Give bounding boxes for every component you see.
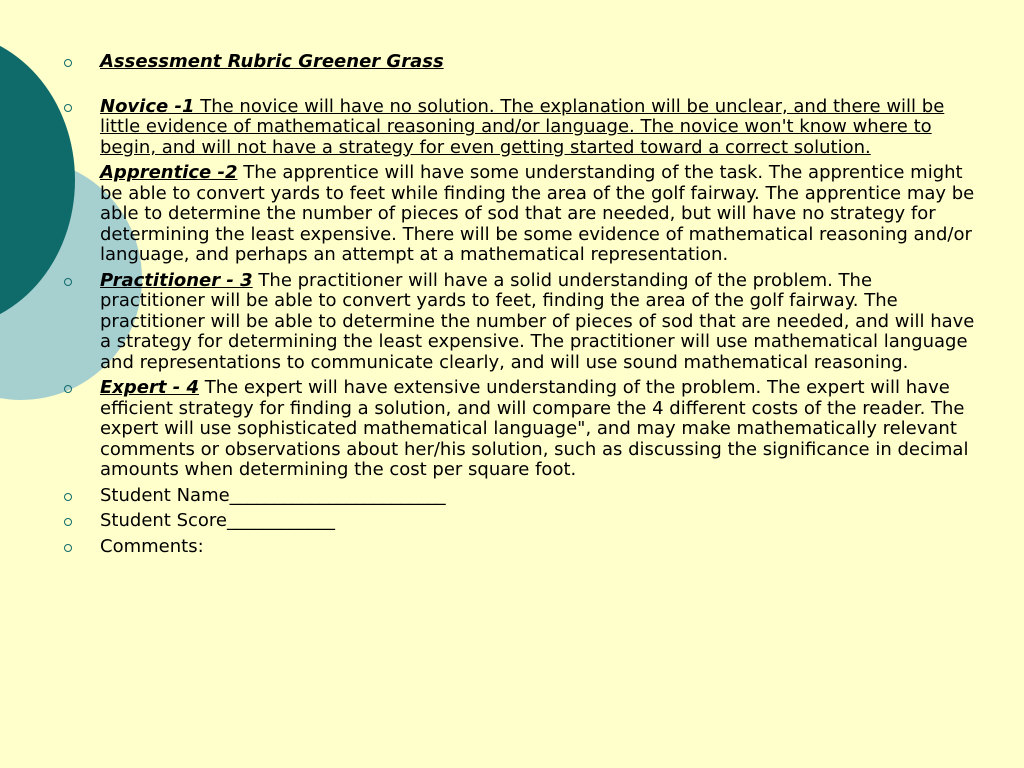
slide-content bbox=[60, 52, 980, 562]
ring-bullet-icon bbox=[64, 544, 72, 552]
ring-bullet-icon bbox=[64, 385, 72, 393]
bullet-comments bbox=[60, 537, 980, 558]
apprentice-description: The apprentice will have some understanding of the task. The apprentice might be able to convert yards to feet while finding the area of the golf fairway. The apprentice may be able to determine the number of pieces of sod that are needed, but will have no strategy for determining the least expensive. There will be some evidence of mathematical reasoning and/or language, and perhaps an attempt at a mathematical representation. bbox=[100, 162, 975, 265]
bullet-apprentice bbox=[60, 163, 980, 266]
bullet-student-score bbox=[60, 511, 980, 532]
bullet-title bbox=[60, 52, 980, 73]
bullet-student-name bbox=[60, 486, 980, 507]
novice-paragraph bbox=[100, 96, 944, 158]
expert-label: Expert - 4 bbox=[100, 377, 200, 398]
comments-field: Comments: bbox=[100, 535, 204, 557]
ring-bullet-icon bbox=[64, 278, 72, 286]
practitioner-description: The practitioner will have a solid understanding of the problem. The practitioner will be able to convert yards to feet, finding the area of the golf fairway. The practitioner will be able to determine the number of pieces of sod that are needed, and will have a strategy for determining the least expensive. The practitioner will use mathematical language and representations to communicate clearly, and will use sound mathematical reasoning. bbox=[100, 269, 975, 373]
ring-bullet-icon bbox=[64, 59, 72, 67]
bullet-expert bbox=[60, 378, 980, 481]
ring-bullet-icon bbox=[64, 170, 72, 178]
bullet-list bbox=[60, 52, 980, 557]
rubric-title: Assessment Rubric Greener Grass bbox=[100, 51, 444, 72]
ring-bullet-icon bbox=[64, 104, 72, 112]
novice-description: The novice will have no solution. The explanation will be unclear, and there will be little evidence of mathematical reasoning and/or language. The novice won't know where to begin, and will not have a strategy for even getting started toward a correct solution. bbox=[100, 95, 945, 158]
practitioner-label: Practitioner - 3 bbox=[100, 269, 253, 291]
bullet-practitioner bbox=[60, 271, 980, 374]
apprentice-label: Apprentice -2 bbox=[100, 162, 238, 183]
student-score-field: Student Score____________ bbox=[100, 510, 335, 531]
expert-description: The expert will have extensive understanding of the problem. The expert will have efficient strategy for finding a solution, and will compare the 4 different costs of the reader. The expert will use sophisticated mathematical language", and may make mathematically relevant comments or observations about her/his solution, such as discussing the significance in decimal amounts when determining the cost per square foot. bbox=[100, 377, 969, 480]
bullet-novice bbox=[60, 97, 980, 159]
novice-label: Novice -1 bbox=[100, 95, 195, 117]
ring-bullet-icon bbox=[64, 518, 72, 526]
ring-bullet-icon bbox=[64, 493, 72, 501]
student-name-field: Student Name________________________ bbox=[100, 484, 446, 506]
